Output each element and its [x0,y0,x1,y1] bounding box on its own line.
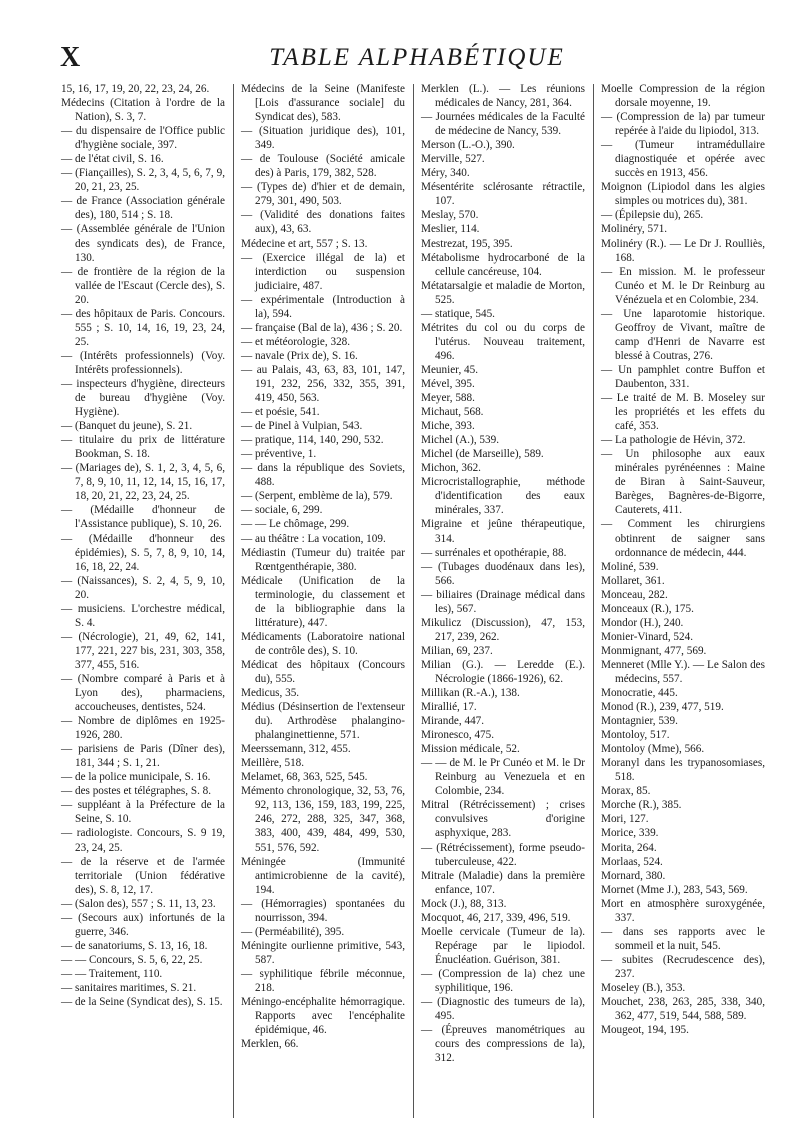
index-entry: — (Situation juridique des), 101, 349. [241,125,405,152]
index-entry: Meillère, 518. [241,757,305,770]
index-entry: Mitrale (Maladie) dans la première enfance, 107. [421,869,585,896]
index-entry: — sociale, 6, 299. [241,504,323,517]
index-entry: — suppléant à la Préfecture de la Seine, S. 10. [61,799,225,826]
index-column-2 [241,82,405,1051]
page-title: TABLE ALPHABÉTIQUE [269,44,565,71]
index-entry: Monmignant, 477, 569. [601,644,707,657]
index-entry: — de la réserve et de l'armée territoriale (Union fédérative des), S. 8, 12, 17. [61,855,225,896]
index-entry: Montagnier, 539. [601,715,678,728]
index-entry: Mironesco, 475. [421,729,495,742]
index-entry: — et poésie, 541. [241,406,320,419]
index-entry: — pratique, 114, 140, 290, 532. [241,434,384,447]
index-entry: Microcristallographie, méthode d'identification des eaux minérales, 337. [421,476,585,517]
index-entry: — des hôpitaux de Paris. Concours. 555 ; S. 10, 14, 16, 19, 23, 24, 25. [61,307,225,348]
index-entry: — (Secours aux) infortunés de la guerre, 346. [61,911,225,938]
index-entry: Medicus, 35. [241,687,300,700]
index-entry: — de l'état civil, S. 16. [61,153,164,166]
index-entry: Molinéry, 571. [601,223,668,236]
page-number: X [60,42,81,73]
index-entry: — de frontière de la région de la vallée de l'Escaut (Cercle des), S. 20. [61,265,225,306]
index-entry: Mestrezat, 195, 395. [421,237,513,250]
index-entry: — Nombre de diplômes en 1925-1926, 280. [61,715,225,742]
index-entry: Moelle Compression de la région dorsale moyenne, 19. [601,83,765,110]
index-entry: — de Toulouse (Société amicale des) à Paris, 179, 382, 528. [241,153,405,180]
index-entry: Mock (J.), 88, 313. [421,897,507,910]
column-divider [233,84,234,1118]
index-entry: — La pathologie de Hévin, 372. [601,434,746,447]
index-entry: Méningée (Immunité antimicrobienne de la cavité), 194. [241,855,405,896]
index-entry: — (Fiançailles), S. 2, 3, 4, 5, 6, 7, 9, 20, 21, 23, 25. [61,167,225,194]
index-entry: Morche (R.), 385. [601,799,682,812]
index-entry: — (Hémorragies) spontanées du nourrisson, 394. [241,897,405,924]
index-entry: Morice, 339. [601,827,659,840]
column-divider [593,84,594,1118]
index-entry: — Un pamphlet contre Buffon et Daubenton, 331. [601,363,765,390]
index-entry: 15, 16, 17, 19, 20, 22, 23, 24, 26. [61,83,210,95]
index-entry: — parisiens de Paris (Dîner des), 181, 344 ; S. 1, 21. [61,743,225,770]
index-entry: Mésentérite sclérosante rétractile, 107. [421,181,585,208]
index-entry: Moliné, 539. [601,560,659,573]
index-entry: Moignon (Lipiodol dans les algies simples ou motrices du), 381. [601,181,765,208]
index-entry: Melamet, 68, 363, 525, 545. [241,771,368,784]
index-entry: — (Tumeur intramédullaire diagnostiquée et opérée avec succès en 1913, 456. [601,139,765,180]
index-entry: Merklen (L.). — Les réunions médicales de Nancy, 281, 364. [421,83,585,110]
index-entry: Milian (G.). — Leredde (E.). Nécrologie (1866-1926), 62. [421,658,585,685]
index-entry: — En mission. M. le professeur Cunéo et M. le Dr Reinburg au Vénézuela et en Colombie, 234. [601,265,765,306]
index-entry: — inspecteurs d'hygiène, directeurs de bureau d'hygiène (Voy. Hygiène). [61,377,225,419]
index-entry: — dans ses rapports avec le sommeil et la nuit, 545. [601,925,765,952]
index-entry: — de la police municipale, S. 16. [61,771,211,784]
index-entry: Médicaments (Laboratoire national de contrôle des), S. 10. [241,630,405,657]
index-entry: — syphilitique fébrile méconnue, 218. [241,967,405,994]
index-entry: Monceau, 282. [601,588,668,601]
index-entry: Mission médicale, 52. [421,743,520,756]
index-entry: — Un philosophe aux eaux minérales pyrénéennes : Maine de Biran à Saint-Sauveur, Barèges, Bagnères-de-Bigorre, Cauterets, 411. [601,448,765,517]
index-entry: Monod (R.), 239, 477, 519. [601,701,724,714]
index-entry: — au théâtre : La vocation, 109. [241,532,386,545]
index-entry: Moranyl dans les trypanosomiases, 518. [601,757,765,784]
index-entry: Meunier, 45. [421,363,479,376]
index-entry: — dans la république des Soviets, 488. [241,462,405,489]
index-entry: Michaut, 568. [421,406,484,419]
index-entry: Mougeot, 194, 195. [601,1024,689,1037]
index-entry: — Le traité de M. B. Moseley sur les propriétés et les effets du café, 353. [601,392,765,433]
index-entry: Mikulicz (Discussion), 47, 153, 217, 239, 262. [421,616,585,643]
index-entry: Méningo-encéphalite hémorragique. Rapports avec l'encéphalite épidémique, 46. [241,996,405,1037]
index-entry: Michel (de Marseille), 589. [421,448,544,461]
index-entry: Morax, 85. [601,785,651,798]
index-entry: — (Compression de la) par tumeur repérée à l'aide du lipiodol, 313. [601,111,765,138]
index-entry: — (Assemblée générale de l'Union des syndicats des), de France, 130. [61,223,225,264]
index-entry: Mémento chronologique, 32, 53, 76, 92, 113, 136, 159, 183, 199, 225, 246, 272, 288, 325, 347, 368, 383, 400, 439, 484, 499, 530, 551, 576, 592. [241,785,405,854]
column-divider [413,84,414,1118]
index-entry: Miche, 393. [421,420,475,433]
index-entry: Meslay, 570. [421,209,479,222]
index-entry: — — Le chômage, 299. [241,518,350,531]
index-entry: Médicale (Unification de la terminologie, du classement et de la bibliographie dans la littérature), 447. [241,574,405,629]
index-entry: Médiastin (Tumeur du) traitée par Rœntgenthérapie, 380. [241,546,405,573]
index-entry: — Comment les chirurgiens obtinrent de saigner sans ordonnance de médecin, 444. [601,518,765,559]
index-entry: Mondor (H.), 240. [601,616,684,629]
index-entry: — (Tubages duodénaux dans les), 566. [421,560,585,587]
index-entry: — de France (Association générale des), 180, 514 ; S. 18. [61,195,225,222]
index-entry: Michon, 362. [421,462,481,475]
index-entry: — (Rétrécissement), forme pseudo-tuberculeuse, 422. [421,841,585,868]
index-entry: — expérimentale (Introduction à la), 594. [241,293,405,320]
index-entry: Migraine et jeûne thérapeutique, 314. [421,518,585,545]
index-entry: — biliaires (Drainage médical dans les), 567. [421,588,585,615]
index-entry: — (Exercice illégal de la) et interdiction ou suspension judiciaire, 487. [241,251,405,292]
index-entry: Mirande, 447. [421,715,485,728]
index-entry: Morlaas, 524. [601,855,663,868]
index-columns [61,82,775,1122]
index-entry: Morita, 264. [601,841,657,854]
index-entry: Moseley (B.), 353. [601,982,686,994]
index-entry: — Une laparotomie historique. Geoffroy de Vivant, maître de camp d'Henri de Navarre est blessé à Coutras, 276. [601,307,765,362]
index-entry: — (Épilepsie du), 265. [601,209,704,222]
index-entry: — au Palais, 43, 63, 83, 101, 147, 191, 232, 256, 332, 355, 391, 419, 450, 563. [241,363,405,405]
page-header [60,42,774,78]
index-entry: Monier-Vinard, 524. [601,630,694,643]
index-entry: — (Nécrologie), 21, 49, 62, 141, 177, 221, 227 bis, 231, 303, 358, 377, 455, 516. [61,630,225,671]
index-column-4 [601,82,765,1037]
index-entry: Métrites du col ou du corps de l'utérus. Nouveau traitement, 496. [421,321,585,362]
index-entry: Mornet (Mme J.), 283, 543, 569. [601,883,748,896]
index-entry: — titulaire du prix de littérature Bookman, S. 18. [61,434,225,461]
index-entry: — (Épreuves manométriques au cours des compressions de la), 312. [421,1024,585,1065]
index-entry: — des postes et télégraphes, S. 8. [61,785,212,798]
index-entry: Milian, 69, 237. [421,644,493,657]
index-entry: — (Naissances), S. 2, 4, 5, 9, 10, 20. [61,574,225,601]
index-entry: Médecins de la Seine (Manifeste [Lois d'assurance sociale] du Syndicat des), 583. [241,83,405,124]
index-entry: — (Compression de la) chez une syphilitique, 196. [421,967,585,994]
index-entry: — subites (Recrudescence des), 237. [601,953,765,980]
index-entry: — (Validité des donations faites aux), 43, 63. [241,209,405,236]
index-entry: Moelle cervicale (Tumeur de la). Repérage par le lipiodol. Énucléation. Guérison, 381. [421,925,585,966]
index-entry: — surrénales et opothérapie, 88. [421,546,567,559]
index-entry: Mollaret, 361. [601,574,665,587]
index-entry: — (Perméabilité), 395. [241,925,345,938]
index-entry: Menneret (Mlle Y.). — Le Salon des médecins, 557. [601,658,765,685]
index-entry: — du dispensaire de l'Office public d'hygiène sociale, 397. [61,125,225,152]
index-entry: Montoloy (Mme), 566. [601,743,705,756]
index-entry: Michel (A.), 539. [421,434,499,447]
index-entry: — (Médaille d'honneur de l'Assistance publique), S. 10, 26. [61,504,225,531]
index-entry: Mével, 395. [421,377,475,390]
index-entry: Mort en atmosphère suroxygénée, 337. [601,897,765,924]
index-entry: — française (Bal de la), 436 ; S. 20. [241,321,403,334]
index-entry: Méningite ourlienne primitive, 543, 587. [241,939,405,966]
index-entry: — statique, 545. [421,307,495,320]
index-entry: — préventive, 1. [241,448,317,461]
index-entry: Merklen, 66. [241,1038,299,1051]
index-entry: — musiciens. L'orchestre médical, S. 4. [61,602,225,629]
index-entry: Monceaux (R.), 175. [601,602,694,615]
index-entry: Merville, 527. [421,153,485,166]
index-entry: Meerssemann, 312, 455. [241,743,351,756]
index-entry: — (Types de) d'hier et de demain, 279, 301, 490, 503. [241,181,405,208]
index-entry: Métatarsalgie et maladie de Morton, 525. [421,279,585,306]
index-entry: Mouchet, 238, 263, 285, 338, 340, 362, 477, 519, 544, 588, 589. [601,996,765,1023]
index-entry: Médecins (Citation à l'ordre de la Nation), S. 3, 7. [61,97,225,124]
index-entry: Médicat des hôpitaux (Concours du), 555. [241,658,405,685]
index-entry: Méry, 340. [421,167,470,180]
index-entry: Métabolisme hydrocarboné de la cellule cancéreuse, 104. [421,251,585,278]
index-entry: Meslier, 114. [421,223,480,236]
index-entry: — — Concours, S. 5, 6, 22, 25. [61,953,203,966]
index-entry: — sanitaires maritimes, S. 21. [61,982,197,994]
index-entry: Mori, 127. [601,813,649,826]
index-entry: Mocquot, 46, 217, 339, 496, 519. [421,911,571,924]
index-entry: — (Serpent, emblème de la), 579. [241,490,393,503]
index-entry: Meyer, 588. [421,392,475,405]
index-entry: — (Intérêts professionnels) (Voy. Intérêts professionnels). [61,349,225,376]
index-entry: — et météorologie, 328. [241,335,351,348]
index-entry: — (Diagnostic des tumeurs de la), 495. [421,996,585,1023]
index-entry: — (Médaille d'honneur des épidémies), S. 5, 7, 8, 9, 10, 14, 16, 18, 22, 24. [61,532,225,573]
index-entry: Merson (L.-O.), 390. [421,139,515,152]
index-entry: — de Pinel à Vulpian, 543. [241,420,363,433]
index-entry: Montoloy, 517. [601,729,670,742]
index-entry: Médius (Désinsertion de l'extenseur du). Arthrodèse phalangino-phalanginettienne, 571. [241,701,405,742]
index-entry: — radiologiste. Concours, S. 9 19, 23, 24, 25. [61,827,225,854]
index-entry: Molinéry (R.). — Le Dr J. Roulliès, 168. [601,237,765,264]
index-column-3 [421,82,585,1065]
index-entry: — (Nombre comparé à Paris et à Lyon des), pharmaciens, accoucheuses, dentistes, 524. [61,672,225,714]
index-entry: Mitral (Rétrécissement) ; crises convulsives d'origine asphyxique, 283. [421,799,585,840]
index-entry: — de sanatoriums, S. 13, 16, 18. [61,939,208,952]
index-entry: — (Banquet du jeune), S. 21. [61,420,193,433]
index-entry: — — de M. le Pr Cunéo et M. le Dr Reinburg au Venezuela et en Colombie, 234. [421,757,585,798]
index-entry: — — Traitement, 110. [61,967,163,980]
index-entry: — de la Seine (Syndicat des), S. 15. [61,996,223,1009]
index-entry: Millikan (R.-A.), 138. [421,687,520,700]
index-entry: — Journées médicales de la Faculté de médecine de Nancy, 539. [421,111,585,138]
index-entry: Médecine et art, 557 ; S. 13. [241,237,368,250]
index-entry: — (Salon des), 557 ; S. 11, 13, 23. [61,897,216,910]
index-entry: — navale (Prix de), S. 16. [241,349,358,362]
index-entry: — (Mariages de), S. 1, 2, 3, 4, 5, 6, 7, 8, 9, 10, 11, 12, 14, 15, 16, 17, 18, 20, 21, 22, 23, 24, 25. [61,462,225,503]
index-entry: Monocratie, 445. [601,687,678,700]
index-column-1 [61,82,225,1009]
index-entry: Mornard, 380. [601,869,666,882]
index-entry: Mirallié, 17. [421,701,477,714]
